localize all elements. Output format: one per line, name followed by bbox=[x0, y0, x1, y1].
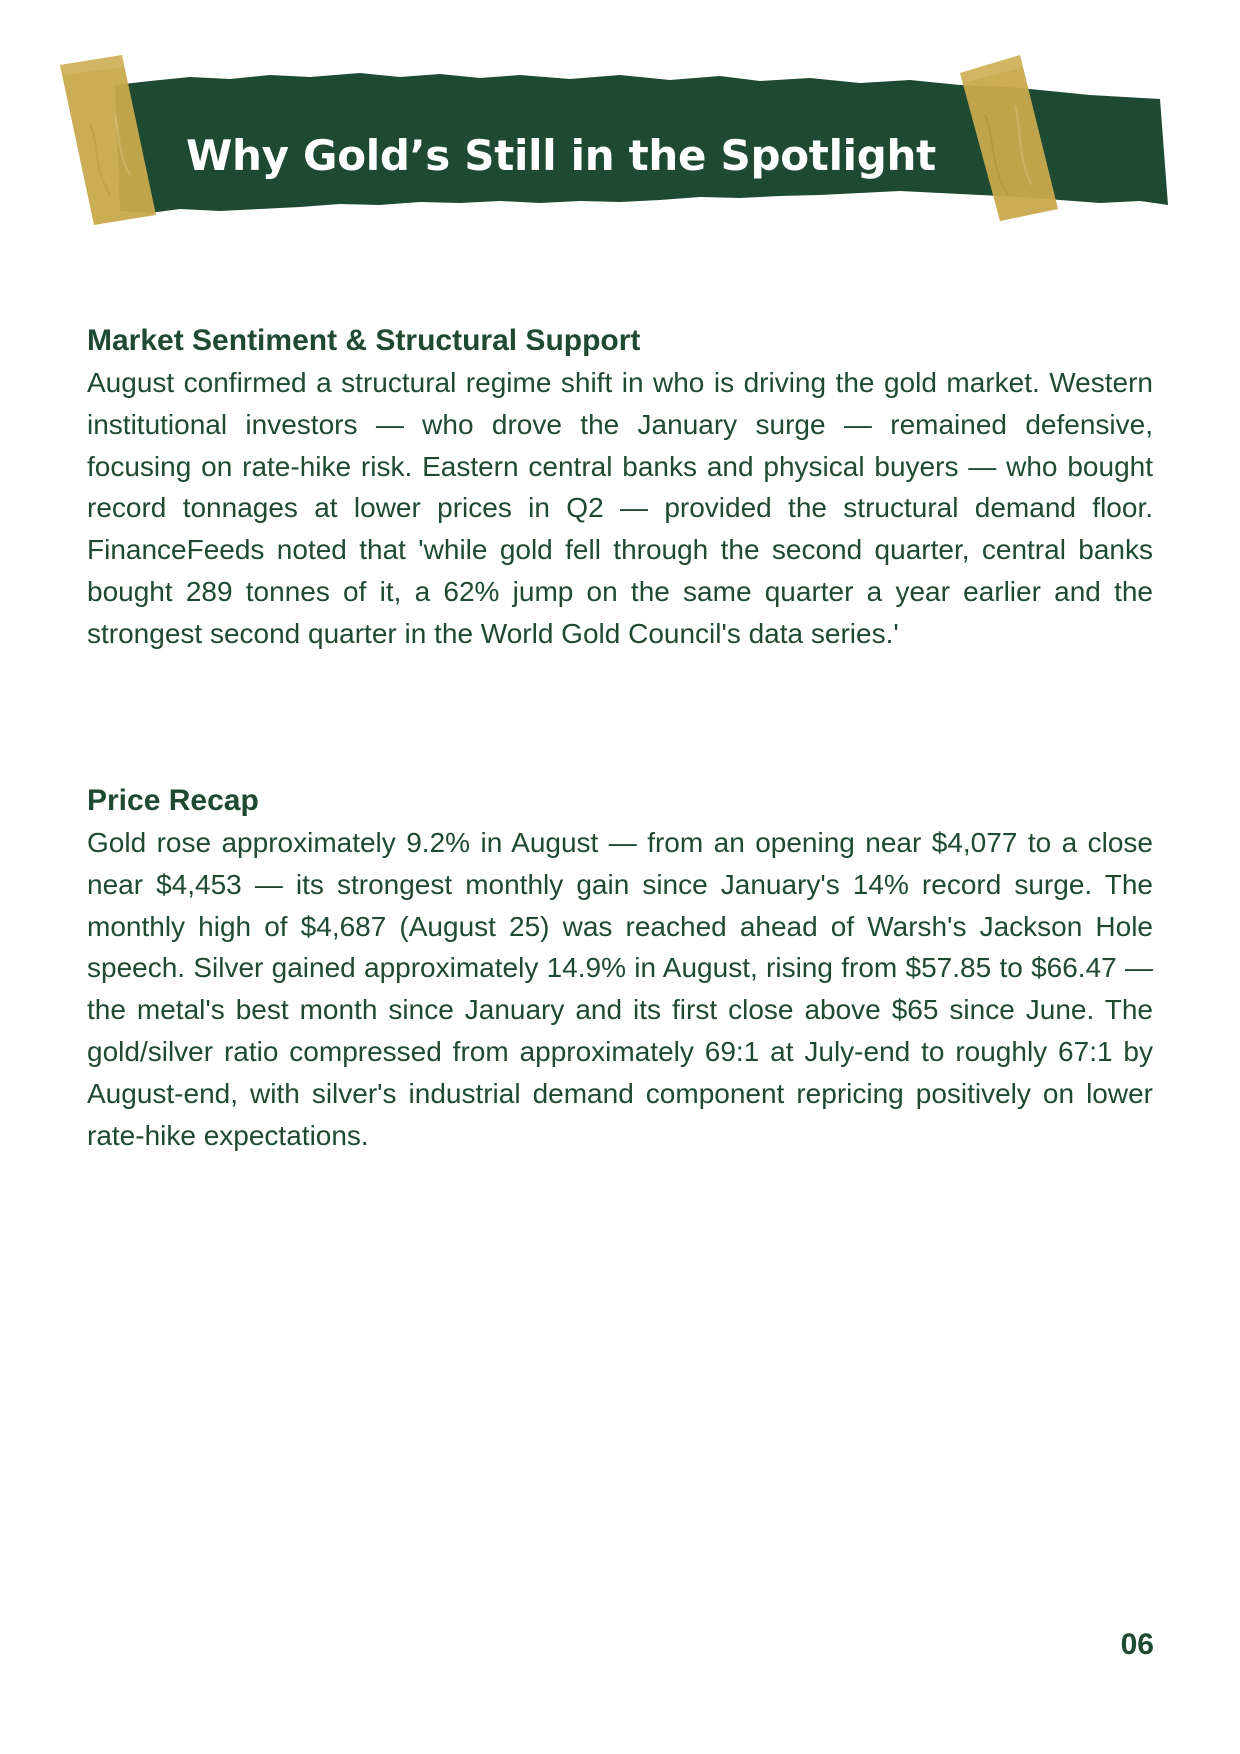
section-body: August confirmed a structural regime shift in who is driving the gold market. Western institutional investors — who drove the January surge — remained defensive, focusing on rate-hike risk. Eastern central banks and physical buyers — who bought record tonnages at lower prices in Q2 — provided the structural demand floor. FinanceFeeds noted that 'while gold fell through the second quarter, central banks bought 289 tonnes of it, a 62% jump on the same quarter a year earlier and the strongest second quarter in the World Gold Council's data series.' bbox=[87, 367, 1153, 649]
page-title: Why Gold’s Still in the Spotlight bbox=[186, 131, 936, 180]
section-market-sentiment bbox=[87, 320, 1153, 655]
section-price-recap bbox=[87, 780, 1153, 1156]
section-heading: Market Sentiment & Structural Support bbox=[87, 324, 641, 357]
title-banner bbox=[60, 55, 1190, 255]
section-heading: Price Recap bbox=[87, 784, 259, 817]
section-body: Gold rose approximately 9.2% in August — from an opening near $4,077 to a close near $4,453 — its strongest monthly gain since January's 14% record surge. The monthly high of $4,687 (August 25) was reached ahead of Warsh's Jackson Hole speech. Silver gained approximately 14.9% in August, rising from $57.85 to $66.47 — the metal's best month since January and its first close above $65 since June. The gold/silver ratio compressed from approximately 69:1 at July-end to roughly 67:1 by August-end, with silver's industrial demand component repricing positively on lower rate-hike expectations. bbox=[87, 827, 1153, 1151]
page-number: 06 bbox=[1120, 1628, 1154, 1661]
